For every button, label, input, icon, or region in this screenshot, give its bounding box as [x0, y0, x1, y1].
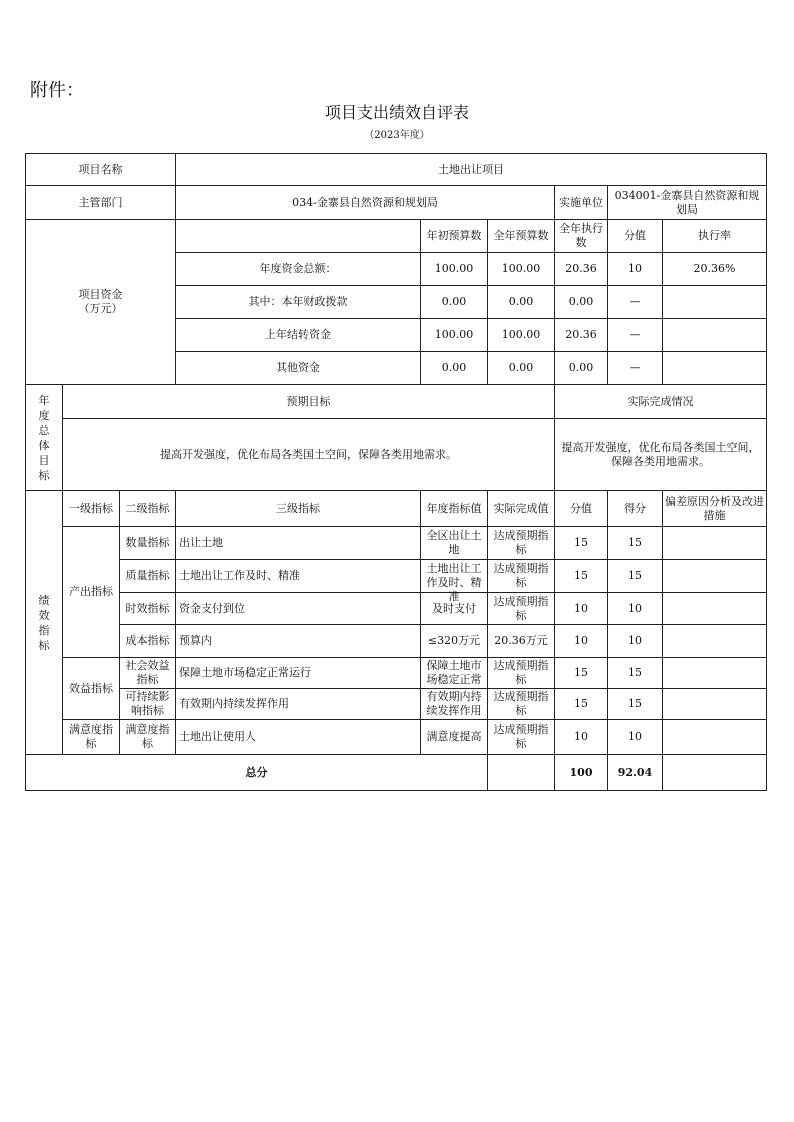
indicator-score-value: 10 — [555, 593, 608, 625]
funds-row-annual: 0.00 — [488, 286, 555, 319]
output-indicators-label: 产出指标 — [63, 527, 120, 658]
funds-row-rate — [663, 319, 767, 352]
page-title: 项目支出绩效自评表 — [324, 103, 469, 122]
goals-actual-header: 实际完成情况 — [555, 385, 767, 419]
dept-label: 主管部门 — [26, 186, 176, 220]
funds-row-rate — [663, 352, 767, 385]
indicator-deviation — [663, 625, 767, 658]
indicators-header-score: 得分 — [608, 491, 663, 527]
funds-header-blank — [176, 220, 421, 253]
indicator-level3: 出让土地 — [176, 527, 421, 560]
total-score-value: 100 — [555, 755, 608, 791]
funds-row-name: 年度资金总额： — [176, 253, 421, 286]
total-deviation — [663, 755, 767, 791]
indicators-header-deviation: 偏差原因分析及改进措施 — [663, 491, 767, 527]
benefit-indicators-label: 效益指标 — [63, 658, 120, 720]
indicator-target — [421, 658, 488, 689]
total-row — [26, 755, 767, 791]
indicator-actual-text: 达成预期指标 — [493, 562, 549, 589]
indicator-deviation — [663, 593, 767, 625]
project-name-row — [26, 154, 767, 186]
indicator-level3: 土地出让使用人 — [176, 720, 421, 755]
indicator-level3: 土地出让工作及时、精准 — [176, 560, 421, 593]
indicator-level2-text: 社会效益指标 — [125, 659, 170, 686]
goals-expected-text: 提高开发强度，优化布局各类国土空间，保障各类用地需求。 — [63, 419, 555, 491]
indicator-level2: 成本指标 — [120, 625, 176, 658]
funds-row-initial: 100.00 — [421, 319, 488, 352]
indicator-target — [421, 560, 488, 603]
indicator-target-text: 满意度提高 — [426, 730, 482, 743]
indicators-header-level3: 三级指标 — [176, 491, 421, 527]
total-score: 92.04 — [608, 755, 663, 791]
indicators-header-score-value: 分值 — [555, 491, 608, 527]
funds-header-executed: 全年执行数 — [555, 220, 608, 253]
indicator-score: 10 — [608, 625, 663, 658]
indicator-target-text: 全区出让土地 — [426, 529, 482, 556]
indicator-score-value: 10 — [555, 720, 608, 755]
indicator-deviation — [663, 689, 767, 720]
indicator-actual-text: 达成预期指标 — [493, 690, 549, 717]
indicator-score: 10 — [608, 593, 663, 625]
indicator-actual — [488, 658, 555, 689]
funds-row-initial: 0.00 — [421, 352, 488, 385]
indicator-row — [26, 593, 767, 625]
goals-actual-text: 提高开发强度，优化布局各类国土空间，保障各类用地需求。 — [555, 419, 767, 491]
indicator-row — [26, 625, 767, 658]
indicator-level2-text: 满意度指标 — [125, 723, 170, 750]
department-row — [26, 186, 767, 220]
indicators-header-level1: 一级指标 — [63, 491, 120, 527]
indicator-score: 10 — [608, 720, 663, 755]
indicator-target-text: 及时支付 — [432, 601, 477, 615]
satisfaction-indicators-label-text: 满意度指标 — [69, 723, 113, 750]
indicator-actual — [488, 720, 555, 755]
funds-row-initial: 0.00 — [421, 286, 488, 319]
funds-row-score-value: — — [608, 319, 663, 352]
indicator-actual — [488, 593, 555, 625]
indicator-level2 — [120, 689, 176, 720]
indicator-score-value: 15 — [555, 658, 608, 689]
indicator-row — [26, 689, 767, 720]
indicator-row — [26, 560, 767, 593]
dept-value: 034-金寨县自然资源和规划局 — [176, 186, 555, 220]
indicator-target-text: 有效期内持续发挥作用 — [426, 690, 482, 717]
funds-row-name: 其中：本年财政拨款 — [176, 286, 421, 319]
indicator-level2 — [120, 720, 176, 755]
indicator-score-value: 15 — [555, 560, 608, 593]
goals-label — [26, 385, 63, 491]
funds-row-executed: 20.36 — [555, 319, 608, 352]
indicator-target — [421, 689, 488, 720]
funds-row-score-value: 10 — [608, 253, 663, 286]
page-subtitle: （2023年度） — [364, 130, 430, 141]
funds-row-annual: 100.00 — [488, 319, 555, 352]
funds-row-rate: 20.36% — [663, 253, 767, 286]
indicator-actual-text: 20.36万元 — [494, 634, 548, 647]
indicator-score: 15 — [608, 527, 663, 560]
funds-row-initial: 100.00 — [421, 253, 488, 286]
funds-row-name: 其他资金 — [176, 352, 421, 385]
indicator-actual-text: 达成预期指标 — [493, 594, 549, 622]
indicator-target-text: 保障土地市场稳定正常 — [426, 659, 482, 686]
goals-label-text: 年度总体目标 — [38, 393, 50, 482]
indicator-level3: 预算内 — [176, 625, 421, 658]
indicators-header-row — [26, 491, 767, 527]
indicator-score-value: 15 — [555, 689, 608, 720]
indicators-header-level2: 二级指标 — [120, 491, 176, 527]
indicator-level2 — [120, 658, 176, 689]
indicator-actual — [488, 625, 555, 658]
indicator-actual — [488, 689, 555, 720]
funds-row-executed: 20.36 — [555, 253, 608, 286]
indicator-row — [26, 658, 767, 689]
satisfaction-indicators-label — [63, 720, 120, 755]
indicator-level3: 有效期内持续发挥作用 — [176, 689, 421, 720]
indicator-actual-text: 达成预期指标 — [493, 723, 549, 750]
indicators-header-target: 年度指标值 — [421, 491, 488, 527]
impl-label: 实施单位 — [555, 186, 608, 220]
indicator-target-text: 土地出让工作及时、精准 — [426, 562, 482, 603]
indicator-actual-text: 达成预期指标 — [493, 529, 549, 556]
funds-row-annual: 0.00 — [488, 352, 555, 385]
indicator-deviation — [663, 527, 767, 560]
funds-row-score-value: — — [608, 286, 663, 319]
funds-header-annual: 全年预算数 — [488, 220, 555, 253]
indicator-actual — [488, 527, 555, 560]
funds-row-rate — [663, 286, 767, 319]
indicator-deviation — [663, 560, 767, 593]
indicator-level3: 保障土地市场稳定正常运行 — [176, 658, 421, 689]
funds-header-initial: 年初预算数 — [421, 220, 488, 253]
project-name-label: 项目名称 — [26, 154, 176, 186]
indicator-target — [421, 625, 488, 658]
indicator-deviation — [663, 658, 767, 689]
indicator-row — [26, 720, 767, 755]
indicators-label — [26, 491, 63, 755]
indicator-actual-text: 达成预期指标 — [493, 659, 549, 686]
total-label: 总分 — [26, 755, 488, 791]
funds-header-row — [26, 220, 767, 253]
indicator-level2-text: 可持续影响指标 — [125, 690, 170, 717]
indicator-target — [421, 720, 488, 755]
indicator-actual — [488, 560, 555, 593]
funds-header-score-value: 分值 — [608, 220, 663, 253]
funds-row-score-value: — — [608, 352, 663, 385]
funds-label: 项目资金 （万元） — [26, 220, 176, 385]
indicator-score: 15 — [608, 689, 663, 720]
funds-row-executed: 0.00 — [555, 352, 608, 385]
impl-value: 034001-金寨县自然资源和规划局 — [608, 186, 767, 220]
indicator-score-value: 15 — [555, 527, 608, 560]
goals-content-row — [26, 419, 767, 491]
indicator-level2: 质量指标 — [120, 560, 176, 593]
goals-expected-header: 预期目标 — [63, 385, 555, 419]
indicator-score: 15 — [608, 658, 663, 689]
indicators-label-text: 绩效指标 — [38, 593, 50, 652]
indicator-deviation — [663, 720, 767, 755]
goals-header-row — [26, 385, 767, 419]
evaluation-table — [25, 153, 767, 791]
funds-row-name: 上年结转资金 — [176, 319, 421, 352]
indicator-score: 15 — [608, 560, 663, 593]
funds-header-rate: 执行率 — [663, 220, 767, 253]
project-name-value: 土地出让项目 — [176, 154, 767, 186]
indicator-target-text: ≤320万元 — [427, 634, 481, 647]
indicators-header-actual: 实际完成值 — [488, 491, 555, 527]
indicator-level2: 时效指标 — [120, 593, 176, 625]
indicator-level3: 资金支付到位 — [176, 593, 421, 625]
funds-row-executed: 0.00 — [555, 286, 608, 319]
indicator-row — [26, 527, 767, 560]
indicator-target — [421, 527, 488, 560]
attachment-label: 附件： — [30, 80, 84, 101]
indicator-score-value: 10 — [555, 625, 608, 658]
total-actual — [488, 755, 555, 791]
indicator-level2: 数量指标 — [120, 527, 176, 560]
funds-row-annual: 100.00 — [488, 253, 555, 286]
